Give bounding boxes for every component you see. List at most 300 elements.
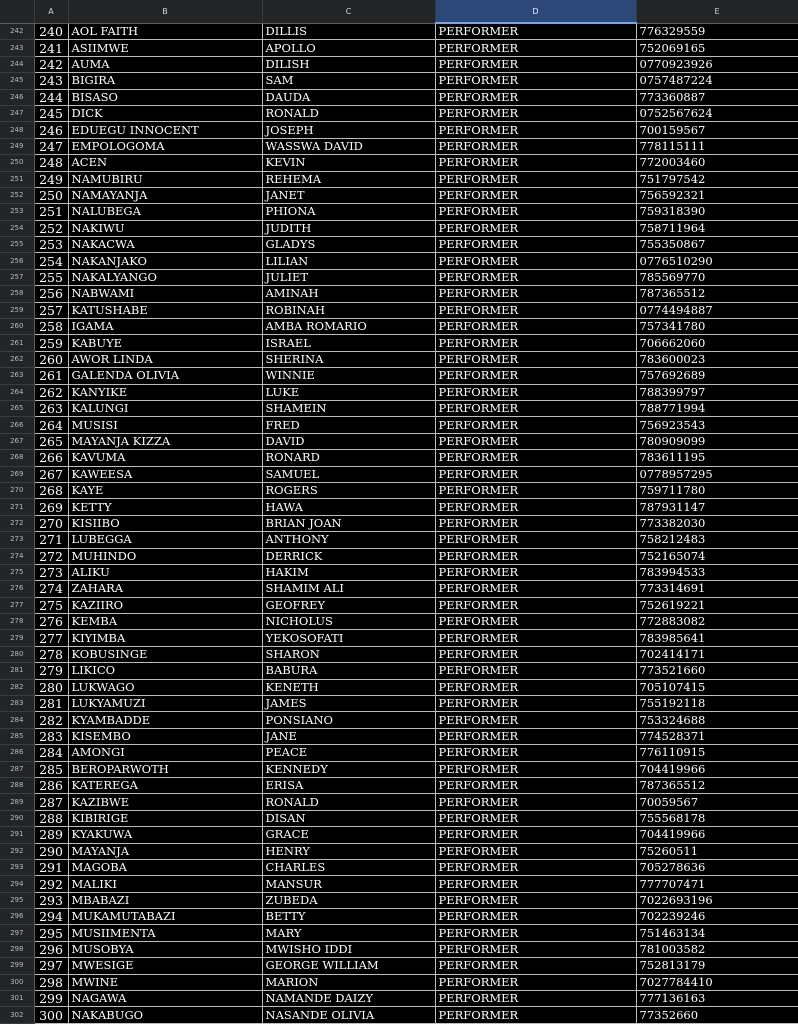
cell-d[interactable]: PERFORMER (435, 204, 636, 220)
cell-c[interactable]: MANSUR (262, 876, 435, 892)
row-number[interactable]: 248 (0, 122, 34, 138)
cell-e[interactable]: 0770923926 (636, 56, 798, 72)
cell-a[interactable]: 262 (34, 384, 68, 400)
row-number[interactable]: 262 (0, 351, 34, 367)
cell-b[interactable]: EDUEGU INNOCENT (68, 122, 262, 138)
cell-d[interactable]: PERFORMER (435, 335, 636, 351)
cell-b[interactable]: KANYIKE (68, 384, 262, 400)
cell-d[interactable]: PERFORMER (435, 794, 636, 810)
row-number[interactable]: 266 (0, 417, 34, 433)
cell-a[interactable]: 255 (34, 269, 68, 285)
row-number[interactable]: 242 (0, 23, 34, 40)
cell-d[interactable]: PERFORMER (435, 269, 636, 285)
cell-d[interactable]: PERFORMER (435, 466, 636, 482)
cell-a[interactable]: 288 (34, 810, 68, 826)
cell-b[interactable]: MUKAMUTABAZI (68, 909, 262, 925)
cell-c[interactable]: DISAN (262, 810, 435, 826)
cell-c[interactable]: PHIONA (262, 204, 435, 220)
row-number[interactable]: 284 (0, 712, 34, 728)
cell-b[interactable]: KALUNGI (68, 400, 262, 416)
row-number[interactable]: 278 (0, 614, 34, 630)
cell-d[interactable]: PERFORMER (435, 810, 636, 826)
cell-b[interactable]: GALENDA OLIVIA (68, 368, 262, 384)
cell-c[interactable]: KENETH (262, 679, 435, 695)
cell-e[interactable]: 788399797 (636, 384, 798, 400)
row-number[interactable]: 268 (0, 450, 34, 466)
cell-c[interactable]: ISRAEL (262, 335, 435, 351)
cell-c[interactable]: JANET (262, 187, 435, 203)
cell-e[interactable]: 774528371 (636, 728, 798, 744)
cell-b[interactable]: NAMAYANJA (68, 187, 262, 203)
cell-b[interactable]: MBABAZI (68, 892, 262, 908)
cell-c[interactable]: BRIAN JOAN (262, 515, 435, 531)
cell-e[interactable]: 755568178 (636, 810, 798, 826)
cell-c[interactable]: AMINAH (262, 286, 435, 302)
cell-b[interactable]: IGAMA (68, 319, 262, 335)
cell-c[interactable]: ANTHONY (262, 532, 435, 548)
row-number[interactable]: 272 (0, 515, 34, 531)
cell-b[interactable]: KOBUSINGE (68, 646, 262, 662)
cell-c[interactable]: CHARLES (262, 859, 435, 875)
cell-e[interactable]: 0778957295 (636, 466, 798, 482)
cell-c[interactable]: SAM (262, 73, 435, 89)
cell-c[interactable]: JUDITH (262, 220, 435, 236)
cell-d[interactable]: PERFORMER (435, 646, 636, 662)
cell-d[interactable]: PERFORMER (435, 843, 636, 859)
cell-b[interactable]: KYAMBADDE (68, 712, 262, 728)
cell-d[interactable]: PERFORMER (435, 56, 636, 72)
row-number[interactable]: 274 (0, 548, 34, 564)
cell-b[interactable]: MUSIIMENTA (68, 925, 262, 941)
cell-c[interactable]: FRED (262, 417, 435, 433)
cell-b[interactable]: NAKIWU (68, 220, 262, 236)
cell-c[interactable]: KENNEDY (262, 761, 435, 777)
cell-c[interactable]: APOLLO (262, 40, 435, 56)
cell-b[interactable]: KAZIIRO (68, 597, 262, 613)
cell-b[interactable]: NAKABUGO (68, 1007, 262, 1023)
row-number[interactable]: 298 (0, 941, 34, 957)
cell-b[interactable]: NAGAWA (68, 991, 262, 1007)
cell-d[interactable]: PERFORMER (435, 548, 636, 564)
row-number[interactable]: 275 (0, 564, 34, 580)
row-number[interactable]: 277 (0, 597, 34, 613)
cell-e[interactable]: 751463134 (636, 925, 798, 941)
cell-e[interactable]: 705278636 (636, 859, 798, 875)
row-number[interactable]: 290 (0, 810, 34, 826)
cell-e[interactable]: 0757487224 (636, 73, 798, 89)
cell-c[interactable]: DILLIS (262, 23, 435, 40)
cell-b[interactable]: KISEMBO (68, 728, 262, 744)
cell-a[interactable]: 293 (34, 892, 68, 908)
cell-b[interactable]: MALIKI (68, 876, 262, 892)
column-header-e[interactable]: E (636, 0, 798, 23)
cell-d[interactable]: PERFORMER (435, 892, 636, 908)
cell-d[interactable]: PERFORMER (435, 351, 636, 367)
row-number[interactable]: 256 (0, 253, 34, 269)
cell-c[interactable]: REHEMA (262, 171, 435, 187)
cell-a[interactable]: 297 (34, 958, 68, 974)
cell-a[interactable]: 270 (34, 515, 68, 531)
row-number[interactable]: 254 (0, 220, 34, 236)
cell-e[interactable]: 0752567624 (636, 105, 798, 121)
cell-e[interactable]: 755192118 (636, 696, 798, 712)
cell-e[interactable]: 75260511 (636, 843, 798, 859)
row-number[interactable]: 280 (0, 646, 34, 662)
cell-a[interactable]: 264 (34, 417, 68, 433)
cell-c[interactable]: PEACE (262, 745, 435, 761)
cell-a[interactable]: 250 (34, 187, 68, 203)
cell-c[interactable]: DILISH (262, 56, 435, 72)
row-number[interactable]: 246 (0, 89, 34, 105)
cell-c[interactable]: ERISA (262, 777, 435, 793)
cell-b[interactable]: MUHINDO (68, 548, 262, 564)
cell-e[interactable]: 705107415 (636, 679, 798, 695)
cell-c[interactable]: LILIAN (262, 253, 435, 269)
row-number[interactable]: 300 (0, 974, 34, 990)
cell-c[interactable]: NAMANDE DAIZY (262, 991, 435, 1007)
row-number[interactable]: 253 (0, 204, 34, 220)
cell-a[interactable]: 251 (34, 204, 68, 220)
cell-a[interactable]: 285 (34, 761, 68, 777)
cell-e[interactable]: 702414171 (636, 646, 798, 662)
row-number[interactable]: 258 (0, 286, 34, 302)
cell-e[interactable]: 704419966 (636, 827, 798, 843)
cell-c[interactable]: LUKE (262, 384, 435, 400)
cell-d[interactable]: PERFORMER (435, 286, 636, 302)
cell-b[interactable]: NABWAMI (68, 286, 262, 302)
row-number[interactable]: 257 (0, 269, 34, 285)
cell-a[interactable]: 245 (34, 105, 68, 121)
row-number[interactable]: 281 (0, 663, 34, 679)
cell-d[interactable]: PERFORMER (435, 23, 636, 40)
cell-a[interactable]: 292 (34, 876, 68, 892)
cell-d[interactable]: PERFORMER (435, 384, 636, 400)
cell-d[interactable]: PERFORMER (435, 138, 636, 154)
cell-a[interactable]: 252 (34, 220, 68, 236)
cell-e[interactable]: 759711780 (636, 482, 798, 498)
cell-a[interactable]: 256 (34, 286, 68, 302)
cell-c[interactable]: GEORGE WILLIAM (262, 958, 435, 974)
cell-e[interactable]: 700159567 (636, 122, 798, 138)
row-number[interactable]: 271 (0, 499, 34, 515)
cell-d[interactable]: PERFORMER (435, 614, 636, 630)
cell-e[interactable]: 756923543 (636, 417, 798, 433)
cell-a[interactable]: 268 (34, 482, 68, 498)
row-number[interactable]: 251 (0, 171, 34, 187)
cell-e[interactable]: 757692689 (636, 368, 798, 384)
cell-a[interactable]: 282 (34, 712, 68, 728)
cell-d[interactable]: PERFORMER (435, 909, 636, 925)
cell-b[interactable]: KATUSHABE (68, 302, 262, 318)
row-number[interactable]: 259 (0, 302, 34, 318)
cell-c[interactable]: WINNIE (262, 368, 435, 384)
cell-d[interactable]: PERFORMER (435, 728, 636, 744)
cell-b[interactable]: NAKALYANGO (68, 269, 262, 285)
cell-e[interactable]: 0776510290 (636, 253, 798, 269)
cell-b[interactable]: MAYANJA KIZZA (68, 433, 262, 449)
cell-a[interactable]: 265 (34, 433, 68, 449)
row-number[interactable]: 260 (0, 319, 34, 335)
cell-b[interactable]: DICK (68, 105, 262, 121)
cell-c[interactable]: NICHOLUS (262, 614, 435, 630)
cell-a[interactable]: 273 (34, 564, 68, 580)
cell-e[interactable]: 772883082 (636, 614, 798, 630)
row-number[interactable]: 263 (0, 368, 34, 384)
cell-b[interactable]: KIBIRIGE (68, 810, 262, 826)
cell-e[interactable]: 783994533 (636, 564, 798, 580)
cell-c[interactable]: HAWA (262, 499, 435, 515)
row-number[interactable]: 283 (0, 696, 34, 712)
cell-d[interactable]: PERFORMER (435, 1007, 636, 1023)
cell-c[interactable]: BABURA (262, 663, 435, 679)
cell-a[interactable]: 242 (34, 56, 68, 72)
cell-c[interactable]: GRACE (262, 827, 435, 843)
cell-a[interactable]: 287 (34, 794, 68, 810)
cell-b[interactable]: KETTY (68, 499, 262, 515)
cell-b[interactable]: KEMBA (68, 614, 262, 630)
cell-a[interactable]: 286 (34, 777, 68, 793)
cell-a[interactable]: 283 (34, 728, 68, 744)
row-number[interactable]: 301 (0, 991, 34, 1007)
row-number[interactable]: 276 (0, 581, 34, 597)
cell-b[interactable]: ACEN (68, 155, 262, 171)
cell-a[interactable]: 280 (34, 679, 68, 695)
row-number[interactable]: 302 (0, 1007, 34, 1023)
row-number[interactable]: 289 (0, 794, 34, 810)
cell-d[interactable]: PERFORMER (435, 155, 636, 171)
cell-d[interactable]: PERFORMER (435, 433, 636, 449)
cell-a[interactable]: 263 (34, 400, 68, 416)
cell-e[interactable]: 755350867 (636, 237, 798, 253)
cell-a[interactable]: 271 (34, 532, 68, 548)
cell-d[interactable]: PERFORMER (435, 696, 636, 712)
cell-e[interactable]: 751797542 (636, 171, 798, 187)
cell-b[interactable]: KAVUMA (68, 450, 262, 466)
cell-e[interactable]: 758711964 (636, 220, 798, 236)
row-number[interactable]: 286 (0, 745, 34, 761)
cell-a[interactable]: 279 (34, 663, 68, 679)
cell-c[interactable]: SHARON (262, 646, 435, 662)
row-number[interactable]: 285 (0, 728, 34, 744)
cell-e[interactable]: 781003582 (636, 941, 798, 957)
cell-c[interactable]: AMBA ROMARIO (262, 319, 435, 335)
row-number[interactable]: 270 (0, 482, 34, 498)
cell-c[interactable]: MARY (262, 925, 435, 941)
cell-d[interactable]: PERFORMER (435, 73, 636, 89)
row-number[interactable]: 264 (0, 384, 34, 400)
cell-b[interactable]: BIGIRA (68, 73, 262, 89)
cell-a[interactable]: 240 (34, 23, 68, 40)
cell-c[interactable]: MWISHO IDDI (262, 941, 435, 957)
cell-a[interactable]: 254 (34, 253, 68, 269)
cell-b[interactable]: KAYE (68, 482, 262, 498)
cell-e[interactable]: 780909099 (636, 433, 798, 449)
row-number[interactable]: 291 (0, 827, 34, 843)
cell-d[interactable]: PERFORMER (435, 302, 636, 318)
row-number[interactable]: 249 (0, 138, 34, 154)
cell-c[interactable]: JAMES (262, 696, 435, 712)
cell-b[interactable]: ZAHARA (68, 581, 262, 597)
cell-b[interactable]: KABUYE (68, 335, 262, 351)
cell-e[interactable]: 773382030 (636, 515, 798, 531)
cell-b[interactable]: ALIKU (68, 564, 262, 580)
cell-c[interactable]: BETTY (262, 909, 435, 925)
cell-b[interactable]: BEROPARWOTH (68, 761, 262, 777)
cell-b[interactable]: NAKACWA (68, 237, 262, 253)
cell-e[interactable]: 788771994 (636, 400, 798, 416)
cell-d[interactable]: PERFORMER (435, 40, 636, 56)
cell-e[interactable]: 7022693196 (636, 892, 798, 908)
cell-b[interactable]: LUKYAMUZI (68, 696, 262, 712)
cell-d[interactable]: PERFORMER (435, 171, 636, 187)
cell-e[interactable]: 778115111 (636, 138, 798, 154)
cell-e[interactable]: 756592321 (636, 187, 798, 203)
cell-b[interactable]: LUBEGGA (68, 532, 262, 548)
cell-e[interactable]: 757341780 (636, 319, 798, 335)
cell-e[interactable]: 783600023 (636, 351, 798, 367)
select-all-corner[interactable] (0, 0, 34, 23)
cell-d[interactable]: PERFORMER (435, 663, 636, 679)
cell-e[interactable]: 0774494887 (636, 302, 798, 318)
cell-e[interactable]: 70059567 (636, 794, 798, 810)
row-number[interactable]: 267 (0, 433, 34, 449)
cell-d[interactable]: PERFORMER (435, 745, 636, 761)
cell-c[interactable]: DAUDA (262, 89, 435, 105)
cell-d[interactable]: PERFORMER (435, 89, 636, 105)
cell-a[interactable]: 248 (34, 155, 68, 171)
cell-d[interactable]: PERFORMER (435, 253, 636, 269)
cell-d[interactable]: PERFORMER (435, 105, 636, 121)
cell-d[interactable]: PERFORMER (435, 581, 636, 597)
cell-c[interactable]: HENRY (262, 843, 435, 859)
cell-b[interactable]: LUKWAGO (68, 679, 262, 695)
cell-d[interactable]: PERFORMER (435, 941, 636, 957)
cell-c[interactable]: JULIET (262, 269, 435, 285)
cell-d[interactable]: PERFORMER (435, 237, 636, 253)
cell-c[interactable]: RONARD (262, 450, 435, 466)
row-number[interactable]: 243 (0, 40, 34, 56)
cell-b[interactable]: MUSOBYA (68, 941, 262, 957)
cell-d[interactable]: PERFORMER (435, 400, 636, 416)
cell-e[interactable]: 702239246 (636, 909, 798, 925)
cell-a[interactable]: 243 (34, 73, 68, 89)
cell-c[interactable]: SHAMEIN (262, 400, 435, 416)
cell-a[interactable]: 278 (34, 646, 68, 662)
row-number[interactable]: 269 (0, 466, 34, 482)
cell-b[interactable]: BISASO (68, 89, 262, 105)
cell-e[interactable]: 758212483 (636, 532, 798, 548)
cell-e[interactable]: 777707471 (636, 876, 798, 892)
cell-c[interactable]: GEOFREY (262, 597, 435, 613)
cell-a[interactable]: 294 (34, 909, 68, 925)
cell-a[interactable]: 276 (34, 614, 68, 630)
cell-b[interactable]: AUMA (68, 56, 262, 72)
cell-e[interactable]: 787931147 (636, 499, 798, 515)
cell-c[interactable]: ZUBEDA (262, 892, 435, 908)
cell-c[interactable]: JANE (262, 728, 435, 744)
cell-e[interactable]: 773521660 (636, 663, 798, 679)
cell-c[interactable]: ROGERS (262, 482, 435, 498)
cell-a[interactable]: 253 (34, 237, 68, 253)
cell-d[interactable]: PERFORMER (435, 597, 636, 613)
cell-b[interactable]: AWOR LINDA (68, 351, 262, 367)
cell-a[interactable]: 241 (34, 40, 68, 56)
cell-d[interactable]: PERFORMER (435, 958, 636, 974)
cell-a[interactable]: 269 (34, 499, 68, 515)
cell-b[interactable]: KIYIMBA (68, 630, 262, 646)
row-number[interactable]: 265 (0, 400, 34, 416)
row-number[interactable]: 255 (0, 237, 34, 253)
cell-e[interactable]: 787365512 (636, 777, 798, 793)
cell-e[interactable]: 752165074 (636, 548, 798, 564)
row-number[interactable]: 292 (0, 843, 34, 859)
cell-d[interactable]: PERFORMER (435, 991, 636, 1007)
cell-b[interactable]: KATEREGA (68, 777, 262, 793)
cell-e[interactable]: 704419966 (636, 761, 798, 777)
column-header-c[interactable]: C (262, 0, 435, 23)
cell-a[interactable]: 261 (34, 368, 68, 384)
cell-d[interactable]: PERFORMER (435, 499, 636, 515)
cell-b[interactable]: NALUBEGA (68, 204, 262, 220)
cell-a[interactable]: 259 (34, 335, 68, 351)
cell-b[interactable]: NAMUBIRU (68, 171, 262, 187)
row-number[interactable]: 244 (0, 56, 34, 72)
cell-a[interactable]: 291 (34, 859, 68, 875)
cell-c[interactable]: SHAMIM ALI (262, 581, 435, 597)
row-number[interactable]: 295 (0, 892, 34, 908)
cell-e[interactable]: 752069165 (636, 40, 798, 56)
cell-b[interactable]: AMONGI (68, 745, 262, 761)
cell-d[interactable]: PERFORMER (435, 712, 636, 728)
column-header-a[interactable]: A (34, 0, 68, 23)
cell-b[interactable]: LIKICO (68, 663, 262, 679)
cell-d[interactable]: PERFORMER (435, 515, 636, 531)
cell-d[interactable]: PERFORMER (435, 482, 636, 498)
cell-b[interactable]: KAZIBWE (68, 794, 262, 810)
cell-d[interactable]: PERFORMER (435, 532, 636, 548)
column-header-b[interactable]: B (68, 0, 262, 23)
cell-d[interactable]: PERFORMER (435, 122, 636, 138)
cell-c[interactable]: GLADYS (262, 237, 435, 253)
cell-c[interactable]: SAMUEL (262, 466, 435, 482)
cell-c[interactable]: HAKIM (262, 564, 435, 580)
cell-e[interactable]: 783985641 (636, 630, 798, 646)
cell-d[interactable]: PERFORMER (435, 827, 636, 843)
cell-c[interactable]: NASANDE OLIVIA (262, 1007, 435, 1023)
cell-e[interactable]: 77352660 (636, 1007, 798, 1023)
cell-d[interactable]: PERFORMER (435, 450, 636, 466)
cell-a[interactable]: 300 (34, 1007, 68, 1023)
cell-a[interactable]: 249 (34, 171, 68, 187)
cell-b[interactable]: MUSISI (68, 417, 262, 433)
cell-a[interactable]: 299 (34, 991, 68, 1007)
cell-c[interactable]: DERRICK (262, 548, 435, 564)
cell-c[interactable]: RONALD (262, 794, 435, 810)
cell-c[interactable]: PONSIANO (262, 712, 435, 728)
cell-d[interactable]: PERFORMER (435, 564, 636, 580)
cell-e[interactable]: 776329559 (636, 23, 798, 40)
cell-e[interactable]: 759318390 (636, 204, 798, 220)
cell-c[interactable]: ROBINAH (262, 302, 435, 318)
cell-e[interactable]: 7027784410 (636, 974, 798, 990)
cell-e[interactable]: 773360887 (636, 89, 798, 105)
cell-e[interactable]: 783611195 (636, 450, 798, 466)
row-number[interactable]: 245 (0, 73, 34, 89)
cell-a[interactable]: 290 (34, 843, 68, 859)
cell-b[interactable]: AOL FAITH (68, 23, 262, 40)
cell-a[interactable]: 246 (34, 122, 68, 138)
cell-b[interactable]: KYAKUWA (68, 827, 262, 843)
